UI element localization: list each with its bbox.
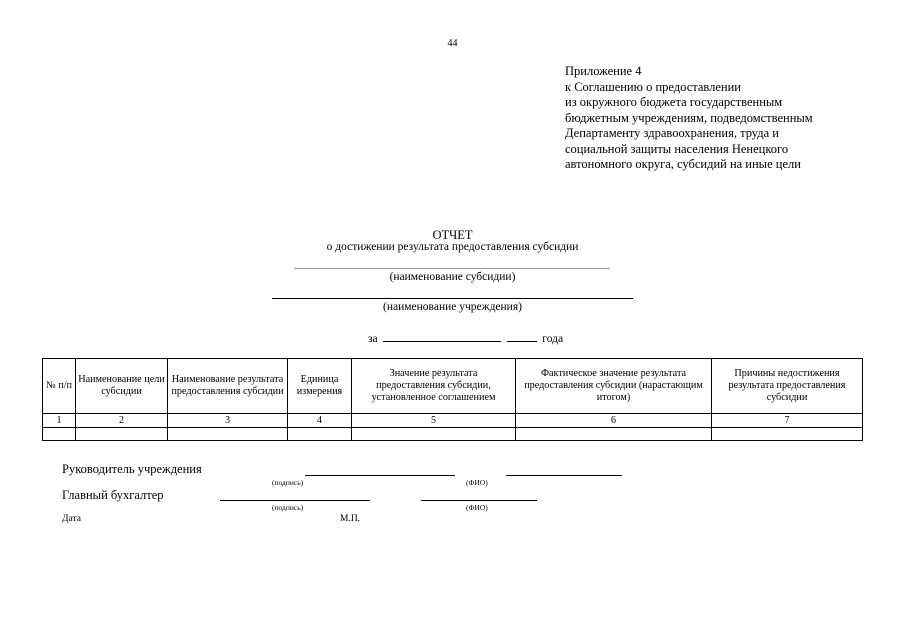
table-row xyxy=(43,428,863,441)
report-table xyxy=(42,358,863,441)
column-header: Единица измерения xyxy=(288,359,352,414)
period-prefix: за xyxy=(368,333,378,345)
accountant-signature-caption: (подпись) xyxy=(272,503,304,512)
column-number: 6 xyxy=(516,414,712,428)
appendix-line: Приложение 4 xyxy=(565,64,642,78)
appendix-line: Департаменту здравоохранения, труда и xyxy=(565,126,779,140)
column-number: 3 xyxy=(168,414,288,428)
stamp-label: М.П. xyxy=(340,514,361,524)
accountant-name-caption: (ФИО) xyxy=(466,503,488,512)
accountant-name-line xyxy=(421,500,537,501)
period-suffix: года xyxy=(542,333,564,345)
period-blank-2 xyxy=(507,331,537,342)
subsidy-name-line xyxy=(294,268,610,269)
table-cell xyxy=(76,428,168,441)
column-header: Фактическое значение результата предоставления субсидии (нарастающим итогом) xyxy=(516,359,712,414)
table-cell xyxy=(43,428,76,441)
chief-accountant-label: Главный бухгалтер xyxy=(62,488,164,502)
column-header: Причины недостижения результата предоставления субсидии xyxy=(712,359,863,414)
head-signature-line xyxy=(305,475,455,476)
column-header: Значение результата предоставления субсидии, установленное соглашением xyxy=(352,359,516,414)
report-title: ОТЧЕТ xyxy=(432,228,473,242)
appendix-note xyxy=(565,64,895,173)
appendix-line: из окружного бюджета государственным xyxy=(565,95,783,109)
report-period xyxy=(368,331,563,345)
column-number: 5 xyxy=(352,414,516,428)
table-cell xyxy=(712,428,863,441)
head-name-line xyxy=(506,475,622,476)
head-name-caption: (ФИО) xyxy=(466,478,488,487)
period-blank-1 xyxy=(383,331,501,342)
column-number: 1 xyxy=(43,414,76,428)
column-number: 2 xyxy=(76,414,168,428)
column-header: Наименование результата предоставления субсидии xyxy=(168,359,288,414)
table-cell xyxy=(352,428,516,441)
appendix-line: автономного округа, субсидий на иные цели xyxy=(565,157,801,171)
accountant-signature-line xyxy=(220,500,370,501)
table-cell xyxy=(288,428,352,441)
table-cell xyxy=(168,428,288,441)
appendix-line: бюджетным учреждениям, подведомственным xyxy=(565,110,813,125)
column-header: № п/п xyxy=(43,359,76,414)
report-subtitle: о достижении результата предоставления субсидии xyxy=(326,241,579,253)
date-label: Дата xyxy=(62,514,81,524)
page-number: 44 xyxy=(447,38,458,49)
head-of-institution-label: Руководитель учреждения xyxy=(62,462,202,476)
institution-name-line xyxy=(272,298,633,299)
table-header-row xyxy=(43,359,863,414)
column-number: 4 xyxy=(288,414,352,428)
column-number-row xyxy=(43,414,863,428)
table-cell xyxy=(516,428,712,441)
column-header: Наименование цели субсидии xyxy=(76,359,168,414)
column-number: 7 xyxy=(712,414,863,428)
appendix-line: социальной защиты населения Ненецкого xyxy=(565,141,789,156)
subsidy-name-caption: (наименование субсидии) xyxy=(389,271,516,283)
appendix-line: к Соглашению о предоставлении xyxy=(565,79,742,94)
head-signature-caption: (подпись) xyxy=(272,478,304,487)
institution-name-caption: (наименование учреждения) xyxy=(383,301,522,313)
